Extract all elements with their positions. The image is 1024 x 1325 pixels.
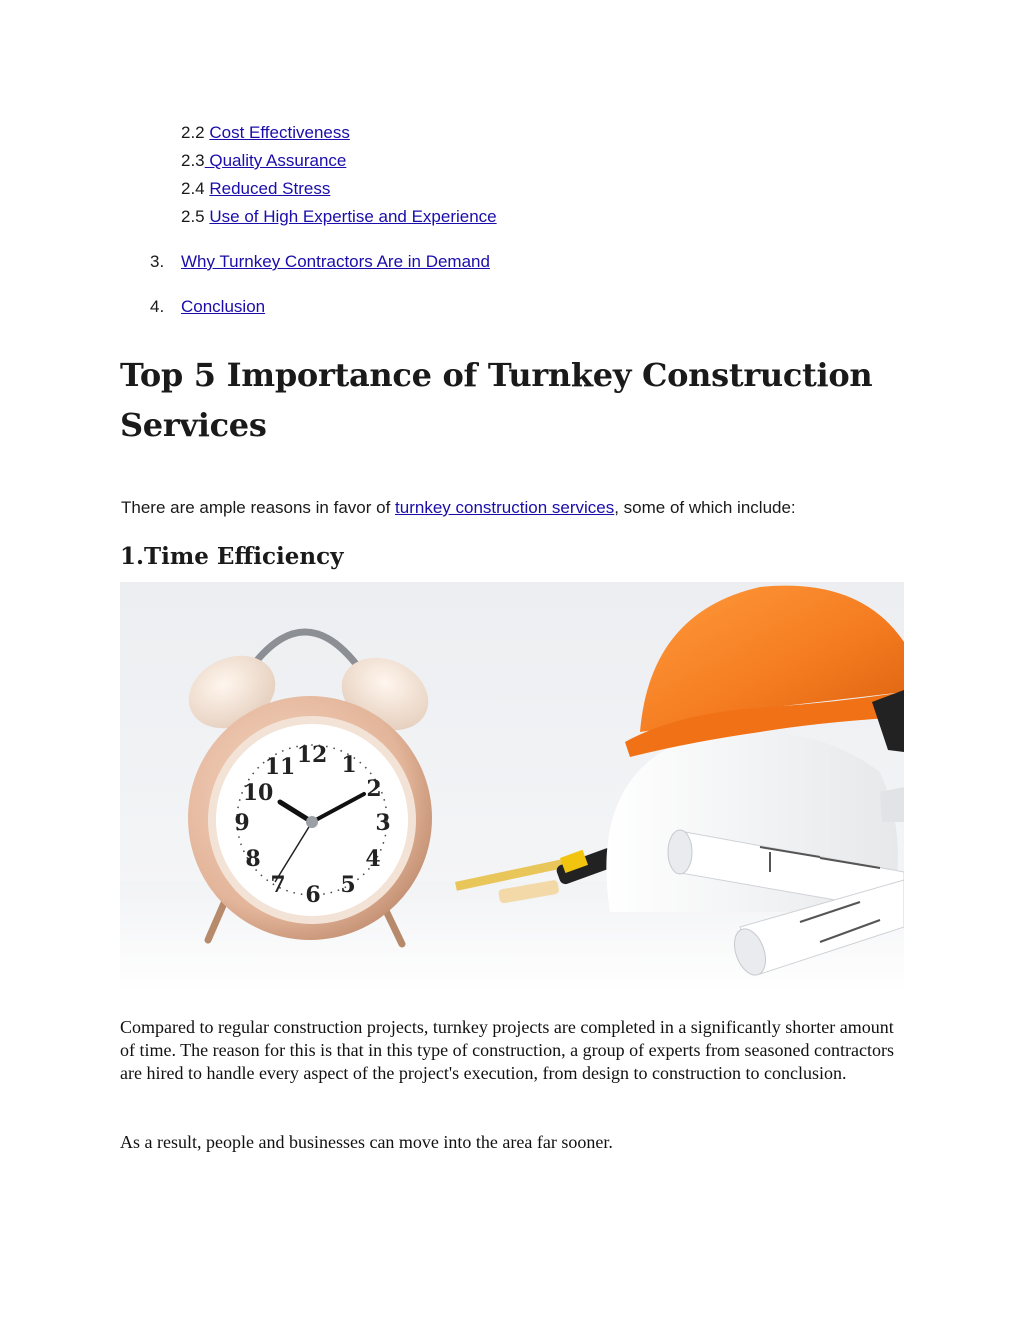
page-title: Top 5 Importance of Turnkey Construction Services (120, 356, 873, 444)
section-heading: 1.Time Efficiency (120, 543, 344, 570)
clock-number-8: 8 (245, 846, 261, 872)
clock-number-10: 10 (242, 780, 274, 806)
toc-link-high-expertise[interactable]: Use of High Expertise and Experience (209, 207, 497, 226)
toc-subitem-number: 2.2 (181, 123, 205, 142)
turnkey-services-link[interactable]: turnkey construction services (395, 498, 615, 517)
clock-number-12: 12 (296, 742, 328, 768)
toc-item-number: 3. (150, 252, 165, 271)
toc-subitem-number: 2.3 (181, 151, 205, 170)
time-efficiency-photo (120, 582, 904, 994)
toc-subitem-number: 2.4 (181, 179, 205, 198)
toc-subitem (181, 207, 497, 227)
intro-text-before: There are ample reasons in favor of (121, 498, 396, 517)
toc-subitem (181, 179, 330, 199)
toc-subitem-number: 2.5 (181, 207, 205, 226)
toc-link-quality-assurance[interactable]: Quality Assurance (204, 151, 347, 170)
clock-number-11: 11 (264, 754, 296, 780)
clock-number-1: 1 (341, 752, 357, 778)
toc-link-why-turnkey[interactable]: Why Turnkey Contractors Are in Demand (181, 252, 490, 271)
clock-number-2: 2 (366, 776, 382, 802)
toc-subitem (181, 151, 346, 171)
toc-subitem (181, 123, 350, 143)
body-paragraph-1: Compared to regular construction projects, turnkey projects are completed in a significantly shorter amount of time. The reason for this is that in this type of construction, a group of experts from seasoned contractors are hired to handle every aspect of the project's execution, from design to construction to conclusion. (120, 1017, 894, 1083)
clock-number-4: 4 (365, 846, 381, 872)
clock-number-3: 3 (375, 810, 391, 836)
intro-text-after: , some of which include: (614, 498, 796, 517)
clock-number-5: 5 (340, 872, 356, 898)
toc-item-number: 4. (150, 297, 165, 316)
clock-number-9: 9 (234, 810, 250, 836)
toc-link-reduced-stress[interactable]: Reduced Stress (209, 179, 331, 198)
clock-number-6: 6 (305, 882, 321, 908)
intro-paragraph (121, 497, 796, 519)
toc-link-conclusion[interactable]: Conclusion (181, 297, 266, 316)
clock-number-7: 7 (270, 872, 286, 898)
body-paragraph-2: As a result, people and businesses can move into the area far sooner. (120, 1132, 613, 1152)
toc-link-cost-effectiveness[interactable]: Cost Effectiveness (209, 123, 350, 142)
